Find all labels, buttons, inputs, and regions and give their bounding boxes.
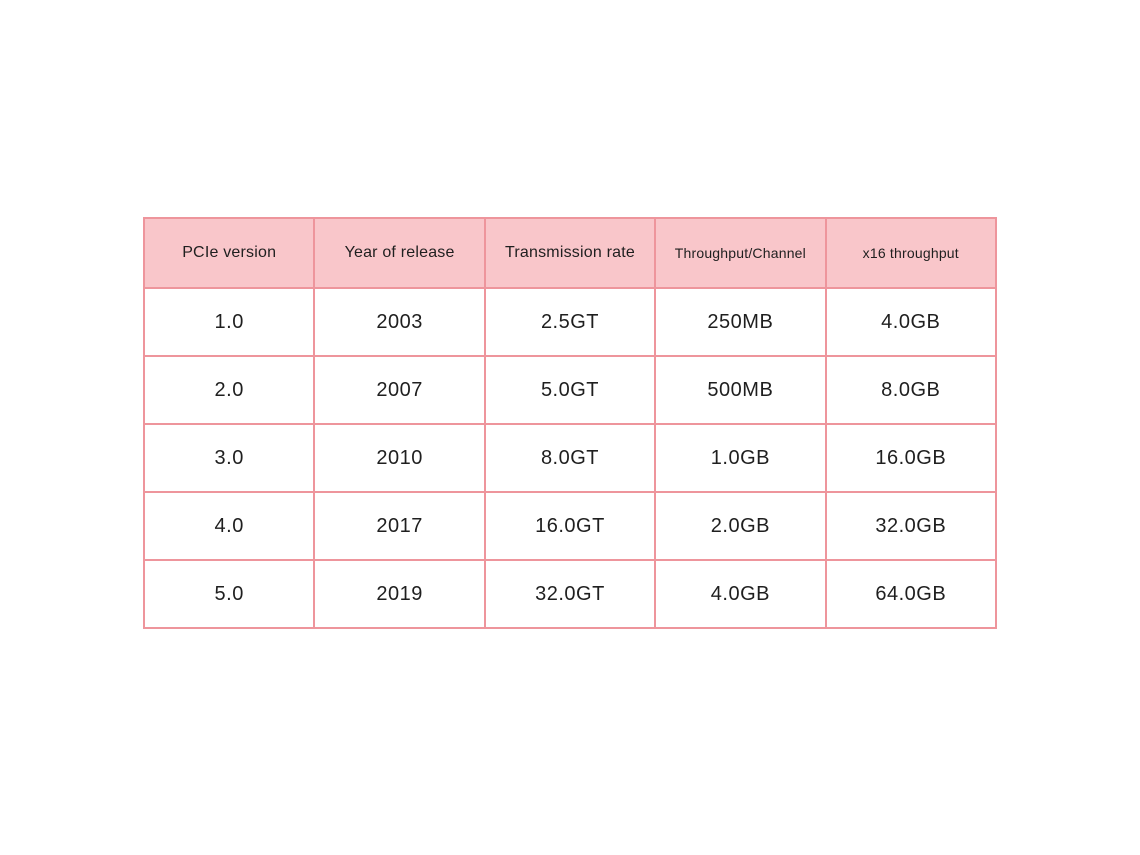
pcie-table-container: [143, 217, 997, 629]
cell-pcie-version: 3.0: [144, 424, 314, 492]
col-header-pcie-version: PCIe version: [144, 218, 314, 288]
cell-x16-throughput: 4.0GB: [826, 288, 996, 356]
table-row: [144, 288, 996, 356]
table-row: [144, 356, 996, 424]
table-row: [144, 560, 996, 628]
cell-transmission-rate: 8.0GT: [485, 424, 655, 492]
cell-x16-throughput: 64.0GB: [826, 560, 996, 628]
cell-transmission-rate: 32.0GT: [485, 560, 655, 628]
cell-throughput-channel: 250MB: [655, 288, 825, 356]
cell-x16-throughput: 32.0GB: [826, 492, 996, 560]
cell-throughput-channel: 4.0GB: [655, 560, 825, 628]
cell-year: 2017: [314, 492, 484, 560]
cell-transmission-rate: 16.0GT: [485, 492, 655, 560]
cell-transmission-rate: 2.5GT: [485, 288, 655, 356]
col-header-year-of-release: Year of release: [314, 218, 484, 288]
col-header-x16-throughput: x16 throughput: [826, 218, 996, 288]
cell-throughput-channel: 1.0GB: [655, 424, 825, 492]
cell-year: 2010: [314, 424, 484, 492]
cell-pcie-version: 1.0: [144, 288, 314, 356]
cell-x16-throughput: 8.0GB: [826, 356, 996, 424]
cell-pcie-version: 2.0: [144, 356, 314, 424]
table-row: [144, 424, 996, 492]
table-row: [144, 492, 996, 560]
cell-throughput-channel: 500MB: [655, 356, 825, 424]
cell-year: 2003: [314, 288, 484, 356]
cell-x16-throughput: 16.0GB: [826, 424, 996, 492]
col-header-throughput-channel: Throughput/Channel: [655, 218, 825, 288]
cell-year: 2019: [314, 560, 484, 628]
cell-transmission-rate: 5.0GT: [485, 356, 655, 424]
cell-pcie-version: 5.0: [144, 560, 314, 628]
cell-pcie-version: 4.0: [144, 492, 314, 560]
header-row: [144, 218, 996, 288]
pcie-version-table: [143, 217, 997, 629]
col-header-transmission-rate: Transmission rate: [485, 218, 655, 288]
cell-year: 2007: [314, 356, 484, 424]
cell-throughput-channel: 2.0GB: [655, 492, 825, 560]
